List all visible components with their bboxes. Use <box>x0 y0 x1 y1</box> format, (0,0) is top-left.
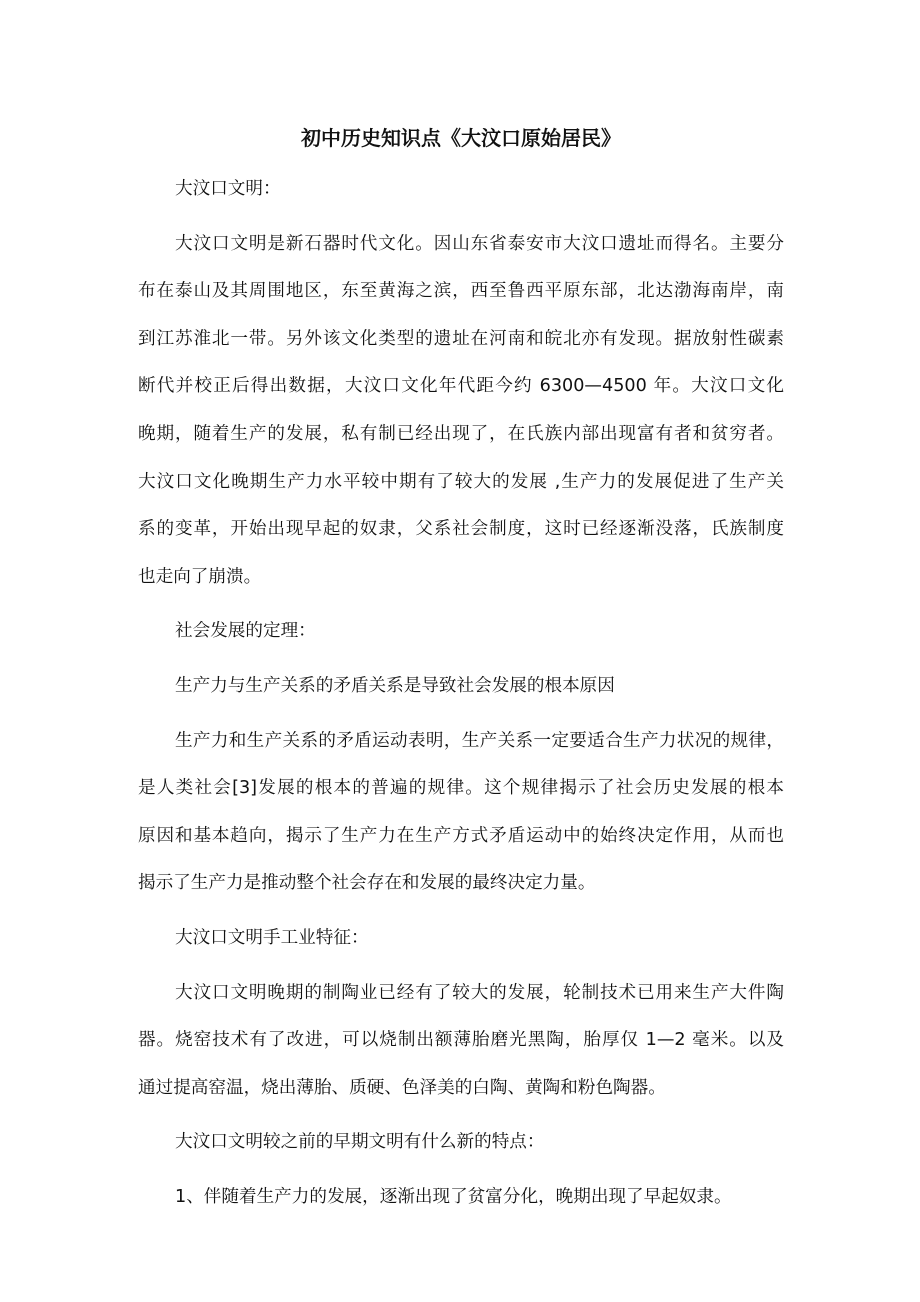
paragraph <box>138 608 784 656</box>
document-title: 初中历史知识点《大汶口原始居民》 <box>301 126 621 150</box>
text-line: 大汶口文明： <box>175 179 281 199</box>
paragraph <box>138 718 784 908</box>
text-line: 揭示了生产力是推动整个社会存在和发展的最终决定力量。 <box>138 873 596 894</box>
text-line: 大汶口文明是新石器时代文化。因山东省泰安市大汶口遗址而得名。主要分 <box>175 233 784 254</box>
paragraph <box>138 970 784 1113</box>
text-line: 原因和基本趋向，揭示了生产力在生产方式矛盾运动中的始终决定作用，从而也 <box>138 825 784 846</box>
text-line: 大汶口文化晚期生产力水平较中期有了较大的发展 ,生产力的发展促进了生产关 <box>138 471 784 492</box>
text-line: 晚期，随着生产的发展，私有制已经出现了，在氏族内部出现富有者和贫穷者。 <box>138 423 784 444</box>
text-line: 到江苏淮北一带。另外该文化类型的遗址在河南和皖北亦有发现。据放射性碳素 <box>138 328 784 349</box>
paragraph <box>138 221 784 602</box>
text-line: 也走向了崩溃。 <box>138 566 262 587</box>
paragraph <box>138 915 784 963</box>
document-page <box>138 118 784 1228</box>
text-line: 系的变革，开始出现早起的奴隶，父系社会制度，这时已经逐渐没落，氏族制度 <box>138 519 784 540</box>
paragraph <box>138 663 784 711</box>
paragraph <box>138 166 784 214</box>
text-line: 通过提高窑温，烧出薄胎、质硬、色泽美的白陶、黄陶和粉色陶器。 <box>138 1077 666 1098</box>
paragraph <box>138 1119 784 1167</box>
text-line: 生产力和生产关系的矛盾运动表明，生产关系一定要适合生产力状况的规律， <box>175 730 784 751</box>
text-line: 布在泰山及其周围地区，东至黄海之滨，西至鲁西平原东部，北达渤海南岸，南 <box>138 281 784 302</box>
document-body <box>138 166 784 1221</box>
text-line: 大汶口文明晚期的制陶业已经有了较大的发展，轮制技术已用来生产大件陶 <box>175 982 784 1003</box>
text-line: 器。烧窑技术有了改进，可以烧制出额薄胎磨光黑陶，胎厚仅 1—2 毫米。以及 <box>138 1030 784 1051</box>
text-line: 1、伴随着生产力的发展，逐渐出现了贫富分化，晚期出现了早起奴隶。 <box>175 1186 732 1207</box>
text-line: 社会发展的定理： <box>175 621 316 642</box>
text-line: 大汶口文明较之前的早期文明有什么新的特点： <box>175 1132 545 1153</box>
text-line: 是人类社会[3]发展的根本的普遍的规律。这个规律揭示了社会历史发展的根本 <box>138 778 784 799</box>
text-line: 大汶口文明手工业特征： <box>175 927 369 948</box>
text-line: 断代并校正后得出数据，大汶口文化年代距今约 6300—4500 年。大汶口文化 <box>138 376 784 397</box>
paragraph <box>138 1174 784 1222</box>
text-line: 生产力与生产关系的矛盾关系是导致社会发展的根本原因 <box>175 675 615 696</box>
